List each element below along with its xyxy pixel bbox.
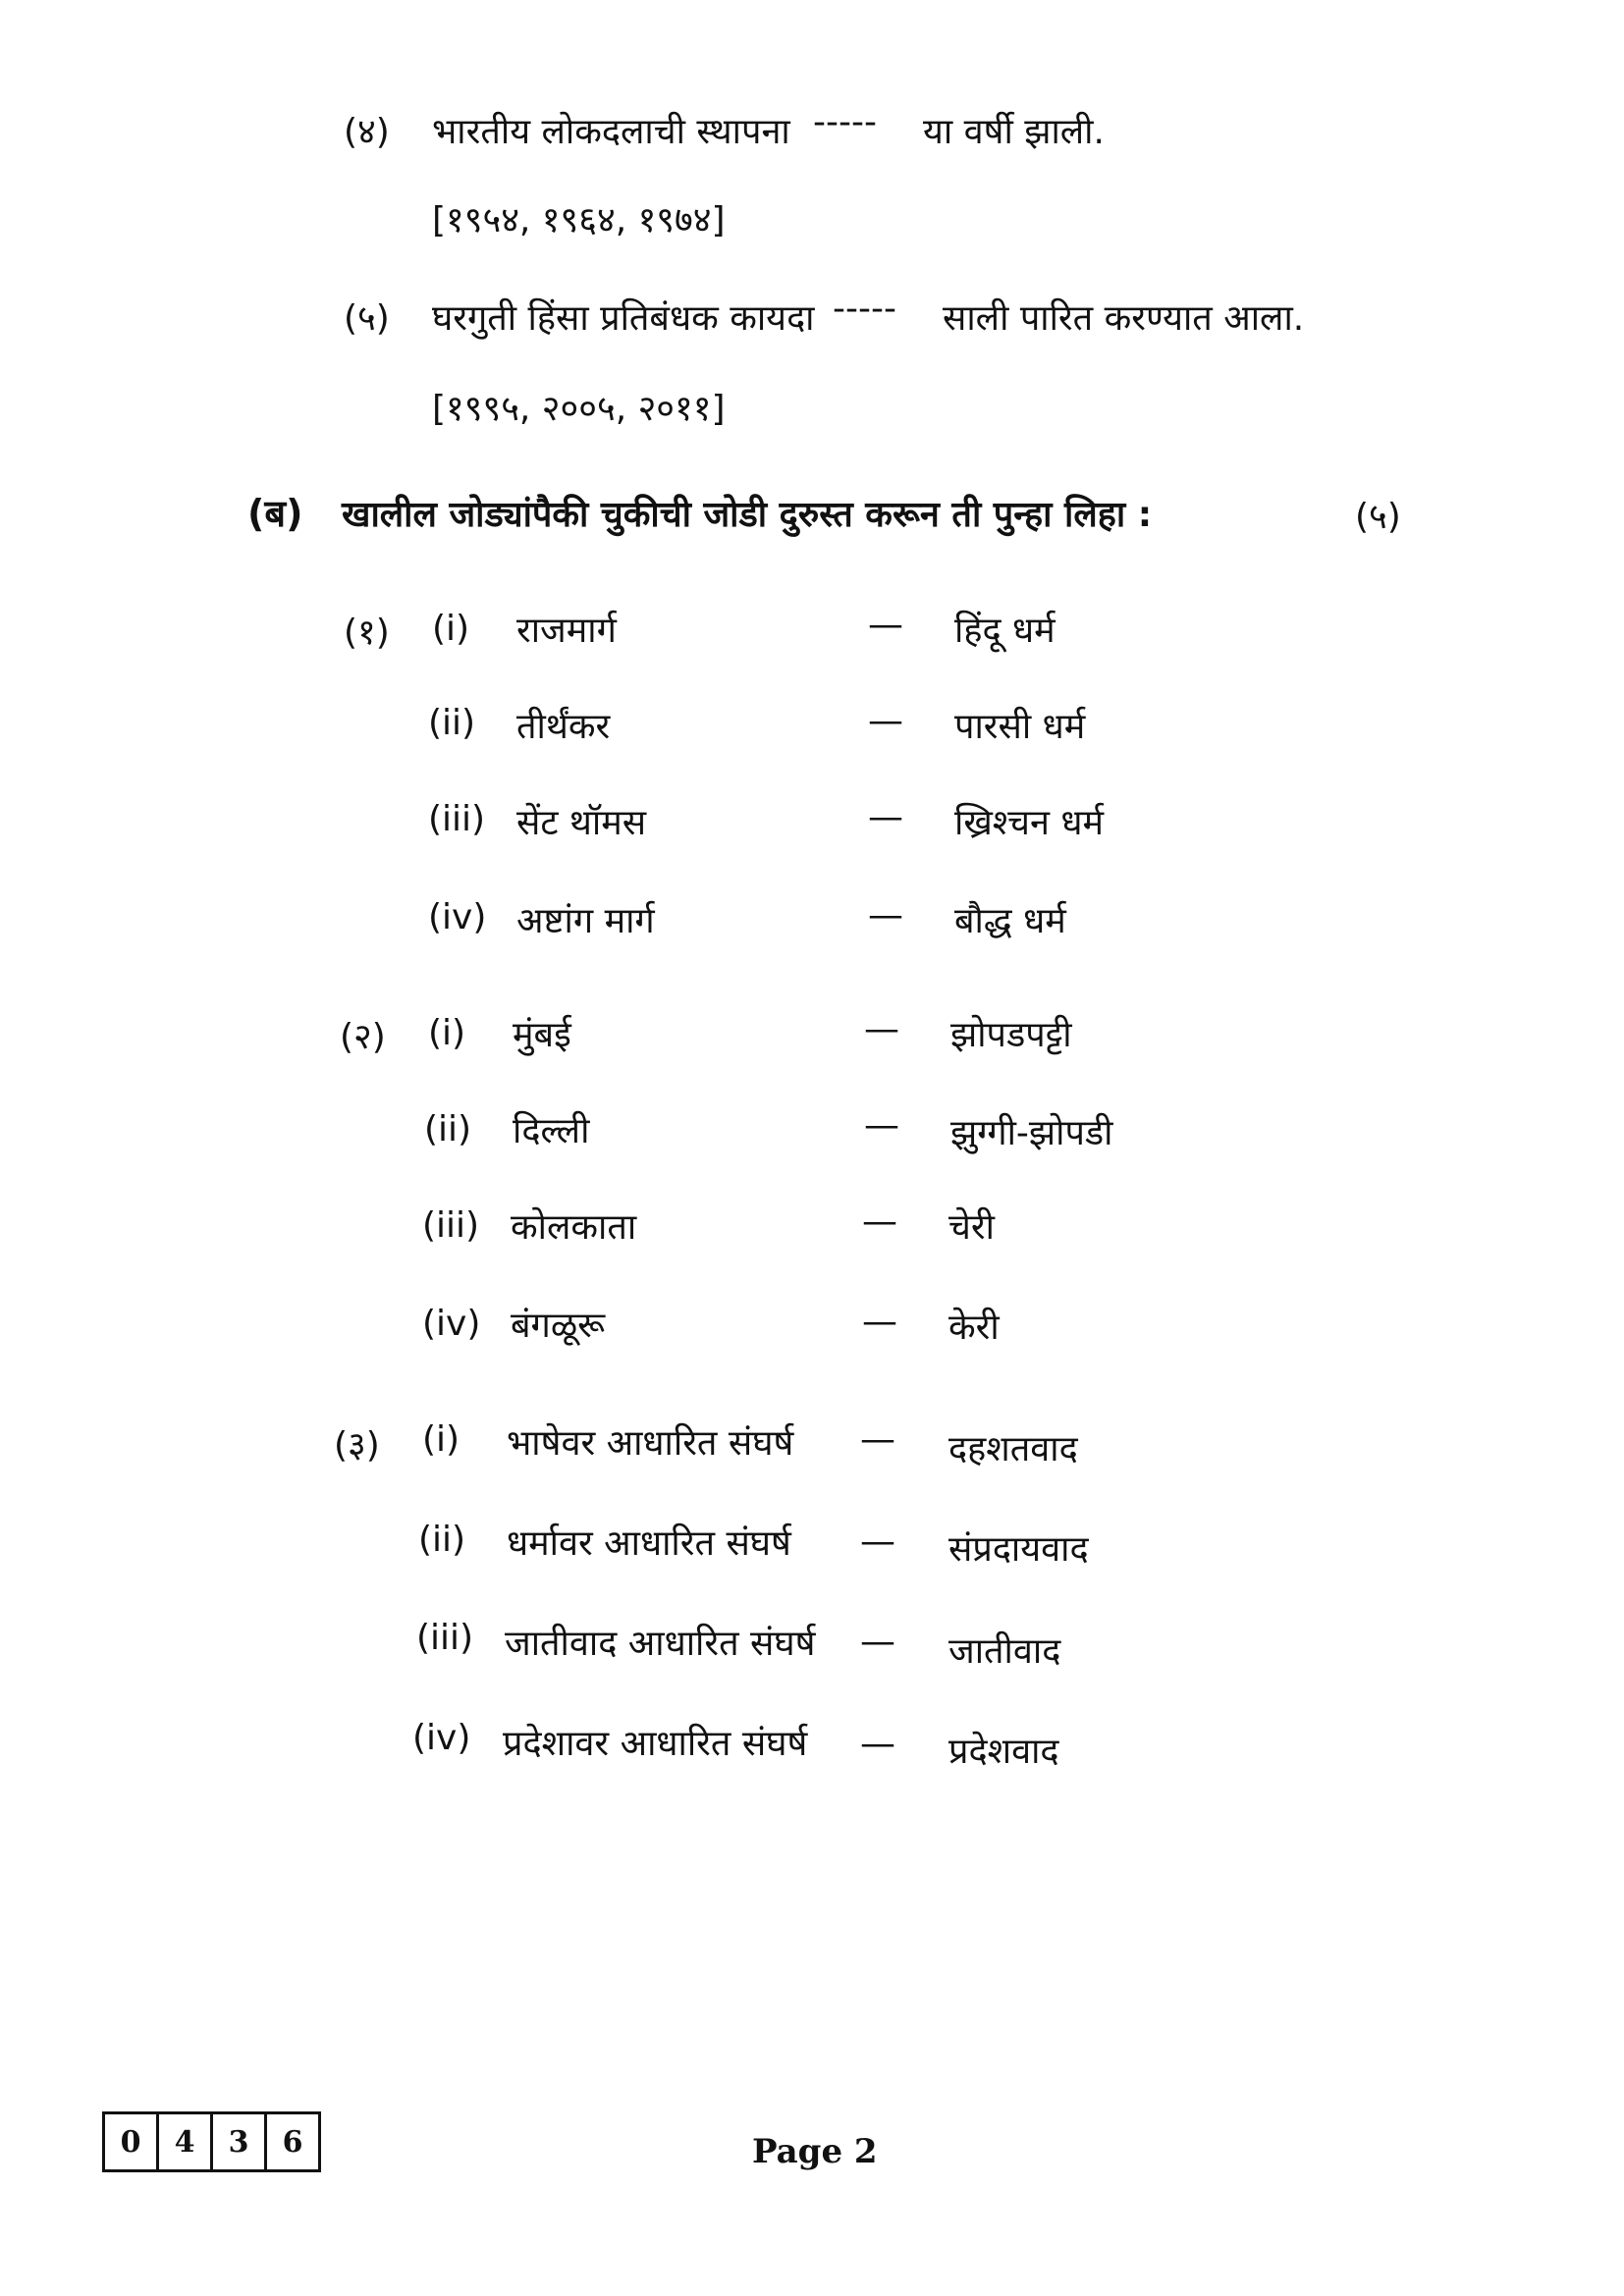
section-b-marks: (५) bbox=[1355, 497, 1401, 537]
pair-right-term: दहशतवाद bbox=[948, 1429, 1078, 1469]
pair-roman: (ii) bbox=[428, 703, 476, 743]
pair-right-term: ख्रिश्चन धर्म bbox=[954, 803, 1105, 843]
question-5-blank: ----- bbox=[833, 289, 896, 329]
pair-right-term: प्रदेशवाद bbox=[948, 1732, 1059, 1772]
pair-dash: — bbox=[860, 1419, 895, 1460]
question-5-number: (५) bbox=[344, 298, 390, 339]
pair-dash: — bbox=[860, 1522, 895, 1562]
pair-right-term: केरी bbox=[948, 1308, 1000, 1348]
paper-code-digit: 4 bbox=[159, 2114, 213, 2169]
pair-left-term: सेंट थॉमस bbox=[516, 803, 647, 843]
pair-right-term: झुग्गी-झोपडी bbox=[950, 1113, 1113, 1153]
pair-right-term: संप्रदायवाद bbox=[948, 1529, 1089, 1570]
section-b-marker: (ब) bbox=[247, 492, 303, 535]
pair-left-term: तीर्थंकर bbox=[516, 707, 611, 747]
pair-left-term: दिल्ली bbox=[513, 1111, 590, 1151]
group-3-number: (३) bbox=[334, 1425, 380, 1466]
question-5-text-before: घरगुती हिंसा प्रतिबंधक कायदा bbox=[432, 298, 815, 339]
pair-dash: — bbox=[868, 797, 903, 837]
pair-right-term: चेरी bbox=[948, 1207, 995, 1248]
paper-code-digit: 6 bbox=[282, 2124, 303, 2160]
paper-code-digit: 0 bbox=[105, 2114, 159, 2169]
question-5-text-after: साली पारित करण्यात आला. bbox=[943, 298, 1305, 339]
pair-right-term: बौद्ध धर्म bbox=[954, 901, 1066, 941]
pair-roman: (iii) bbox=[416, 1618, 474, 1658]
question-4-text-after: या वर्षी झाली. bbox=[923, 112, 1105, 152]
pair-roman: (ii) bbox=[418, 1520, 466, 1560]
question-5-options: [१९९५, २००५, २०११] bbox=[432, 389, 726, 429]
pair-roman: (iv) bbox=[412, 1718, 471, 1758]
pair-roman: (i) bbox=[428, 1013, 466, 1053]
pair-roman: (iii) bbox=[428, 799, 486, 839]
group-2-number: (२) bbox=[340, 1017, 386, 1057]
question-4-options: [१९५४, १९६४, १९७४] bbox=[432, 200, 726, 240]
pair-dash: — bbox=[860, 1622, 895, 1662]
pair-left-term: बंगळूरू bbox=[511, 1306, 606, 1346]
pair-right-term: जातीवाद bbox=[948, 1631, 1061, 1672]
pair-left-term: अष्टांग मार्ग bbox=[516, 901, 655, 941]
question-4-text-before: भारतीय लोकदलाची स्थापना bbox=[432, 112, 790, 152]
pair-dash: — bbox=[862, 1201, 897, 1242]
pair-left-term: जातीवाद आधारित संघर्ष bbox=[505, 1624, 816, 1664]
pair-dash: — bbox=[868, 605, 903, 645]
question-4-number: (४) bbox=[344, 112, 390, 152]
pair-left-term: मुंबई bbox=[513, 1015, 571, 1055]
pair-roman: (i) bbox=[432, 609, 470, 649]
pair-dash: — bbox=[860, 1724, 895, 1764]
pair-dash: — bbox=[862, 1302, 897, 1342]
pair-right-term: हिंदू धर्म bbox=[954, 611, 1056, 651]
pair-dash: — bbox=[864, 1009, 899, 1049]
pair-roman: (ii) bbox=[424, 1109, 472, 1149]
pair-right-term: झोपडपट्टी bbox=[950, 1015, 1072, 1055]
pair-dash: — bbox=[868, 895, 903, 935]
page-number: Page 2 bbox=[752, 2132, 878, 2171]
pair-dash: — bbox=[868, 701, 903, 741]
pair-roman: (iv) bbox=[428, 897, 487, 937]
pair-right-term: पारसी धर्म bbox=[954, 707, 1086, 747]
pair-roman: (iv) bbox=[422, 1304, 481, 1344]
pair-left-term: कोलकाता bbox=[511, 1207, 637, 1248]
group-1-number: (१) bbox=[344, 613, 390, 653]
pair-roman: (i) bbox=[422, 1419, 460, 1460]
pair-left-term: भाषेवर आधारित संघर्ष bbox=[507, 1423, 794, 1464]
paper-code-digit: 3 bbox=[213, 2114, 267, 2169]
pair-roman: (iii) bbox=[422, 1205, 480, 1246]
section-b-instruction: खालील जोड्यांपैकी चुकीची जोडी दुरुस्त करून ती पुन्हा लिहा : bbox=[342, 495, 1153, 535]
paper-code-box bbox=[102, 2111, 321, 2172]
pair-dash: — bbox=[864, 1105, 899, 1146]
pair-left-term: धर्मावर आधारित संघर्ष bbox=[507, 1523, 791, 1564]
pair-left-term: प्रदेशावर आधारित संघर्ष bbox=[503, 1724, 808, 1764]
pair-left-term: राजमार्ग bbox=[516, 611, 617, 651]
question-4-blank: ----- bbox=[813, 102, 877, 142]
